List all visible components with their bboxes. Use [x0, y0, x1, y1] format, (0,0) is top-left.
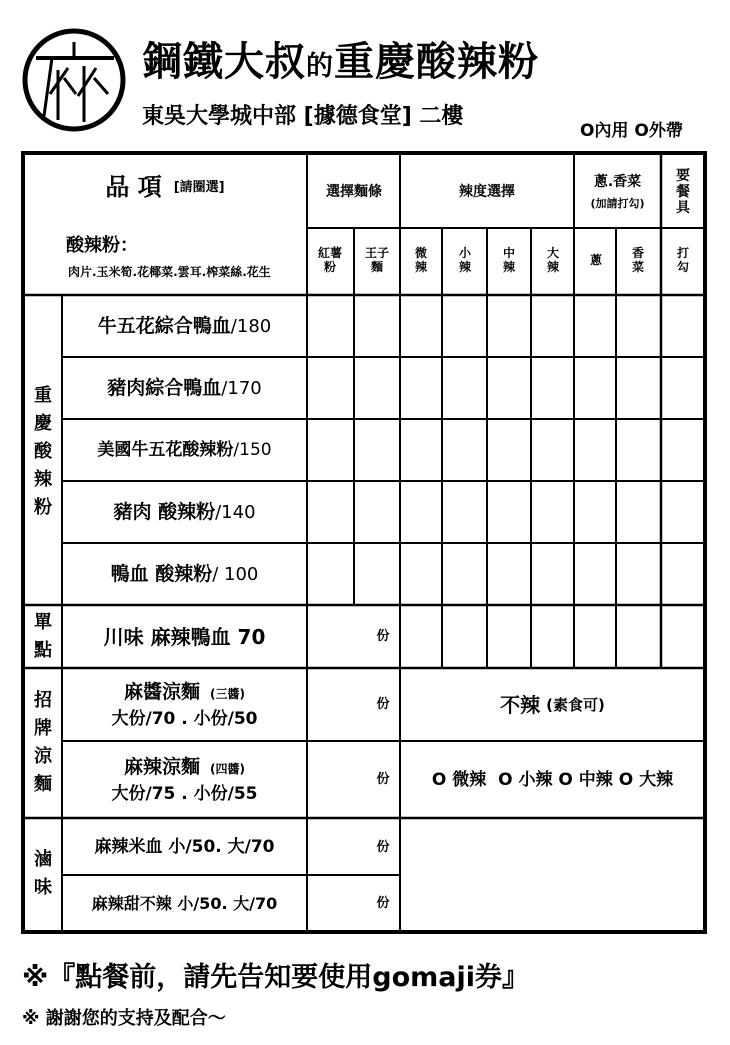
portion-unit: 份 — [376, 696, 390, 712]
menu-item[interactable]: 麻辣甜不辣 小/50. 大/70 — [91, 894, 278, 914]
gomaji-notice: ※『點餐前，請先告知要使用gomaji券』 — [22, 962, 529, 993]
col-cilantro: 香菜 — [631, 246, 644, 274]
menu-item[interactable]: 川味 麻辣鴨血 70 — [103, 625, 266, 649]
page-title: 鋼鐵大叔的重慶酸辣粉 — [142, 39, 539, 85]
menu-item[interactable]: 麻醬涼麵 (三醬) 大份/70 . 小份/50 — [111, 680, 258, 729]
thanks-note: ※ 謝謝您的支持及配合～ — [22, 1008, 226, 1029]
base-ingredients: 肉片.玉米筍.花椰菜.雲耳.榨菜絲.花生 — [68, 265, 271, 280]
item-header: 品 項 [請圈選] — [105, 173, 225, 202]
spice-options[interactable]: O 微辣 O 小辣 O 中辣 O 大辣 — [431, 769, 674, 790]
menu-item[interactable]: 鴨血 酸辣粉 / 100 — [110, 563, 259, 586]
menu-item[interactable]: 豬肉綜合鴨血 /170 — [107, 377, 262, 400]
section-chongqing: 重慶酸辣粉 — [34, 385, 52, 518]
col-prince-noodle: 王子麵 — [364, 246, 389, 274]
address: 東吳大學城中部 [據德食堂] 二樓 — [142, 104, 464, 129]
logo-icon — [22, 28, 126, 132]
section-braised: 滷味 — [34, 849, 52, 898]
col-utensil: 要餐具 — [676, 167, 690, 217]
col-sweet-potato: 紅薯粉 — [317, 246, 342, 274]
base-label: 酸辣粉： — [66, 234, 138, 256]
section-single: 單點 — [34, 612, 52, 661]
menu-item[interactable]: 牛五花綜合鴨血 /180 — [97, 315, 272, 338]
col-noodle: 選擇麵條 — [326, 183, 382, 200]
col-medium-spicy: 中辣 — [502, 246, 515, 274]
menu-item[interactable]: 豬肉 酸辣粉 /140 — [113, 501, 256, 524]
portion-unit: 份 — [376, 839, 390, 855]
col-small-spicy: 小辣 — [458, 246, 471, 274]
col-checkmark: 打勾 — [676, 246, 689, 274]
menu-item[interactable]: 美國牛五花酸辣粉 /150 — [97, 440, 272, 461]
col-spice: 辣度選擇 — [459, 183, 515, 200]
not-spicy-option[interactable]: 不辣 (素食可) — [500, 693, 605, 717]
section-cold-noodle: 招牌涼麵 — [34, 690, 52, 795]
col-mild: 微辣 — [414, 246, 427, 274]
portion-unit: 份 — [376, 771, 390, 787]
portion-unit: 份 — [376, 628, 390, 644]
col-herb-note: (加請打勾) — [590, 196, 645, 210]
col-herb: 蔥.香菜 — [593, 173, 642, 190]
menu-item[interactable]: 麻辣米血 小/50. 大/70 — [94, 836, 275, 857]
dine-option: O內用 O外帶 — [580, 121, 683, 141]
portion-unit: 份 — [376, 895, 390, 911]
col-scallion: 蔥 — [589, 253, 602, 268]
col-hot: 大辣 — [546, 246, 559, 274]
menu-item[interactable]: 麻辣涼麵 (四醬) 大份/75 . 小份/55 — [111, 755, 258, 804]
